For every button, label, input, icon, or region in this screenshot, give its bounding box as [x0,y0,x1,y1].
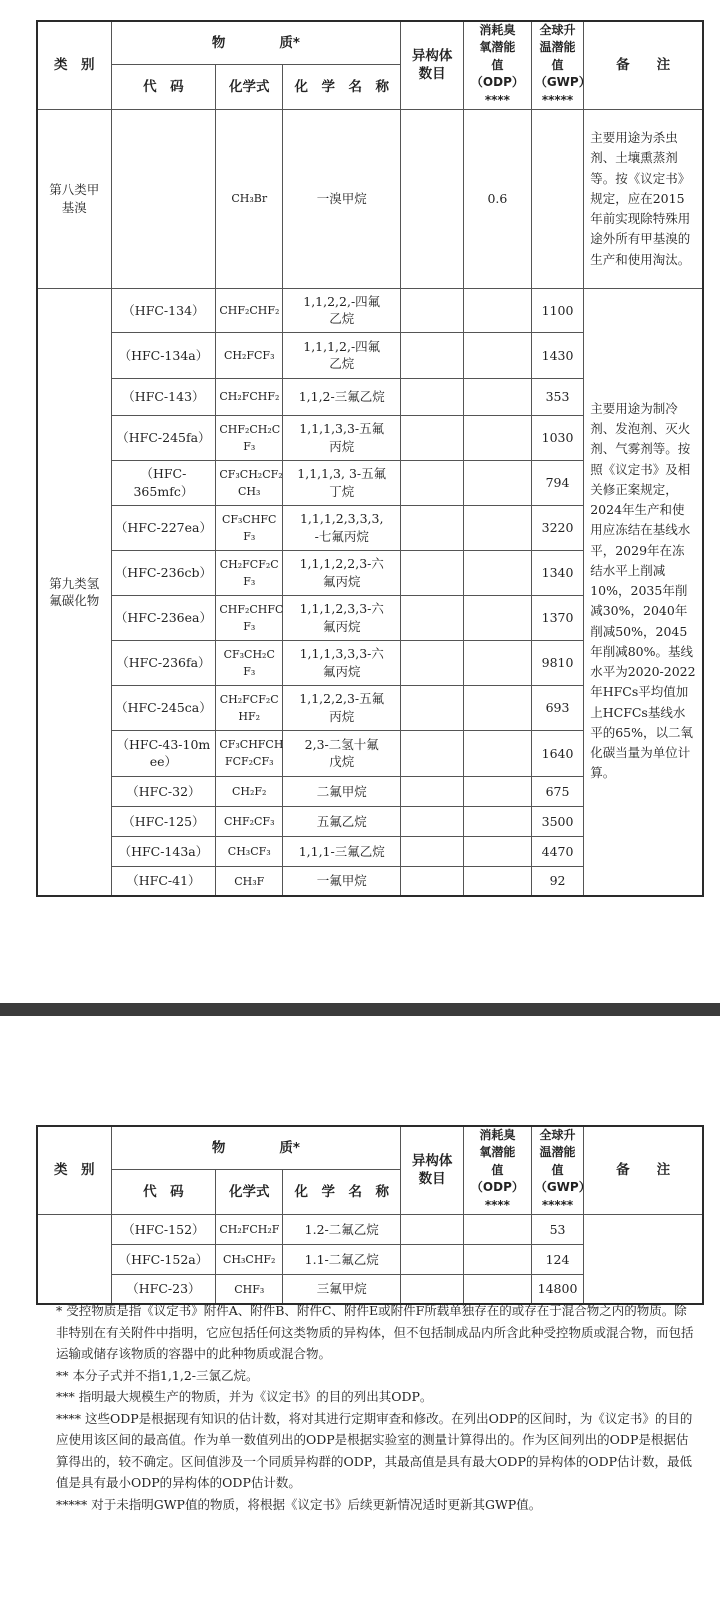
header-odp: 消耗臭 氧潜能 值（ODP） **** [464,21,532,109]
row-odp [464,806,532,836]
row-chem-name: 1,1,2,2,-四氟 乙烷 [283,288,401,332]
header-gwp: 全球升 温潜能 值（GWP） ***** [531,21,583,109]
row-chem-name: 五氟乙烷 [283,806,401,836]
group8-gwp [531,109,583,288]
header-substance: 物 质* [111,21,401,65]
row-formula: CH₃F [216,866,283,896]
row-formula: CF₃CHFC F₃ [216,505,283,550]
row-odp [464,505,532,550]
row-odp [464,1244,532,1274]
row-chem-name: 1,1,1,2,-四氟 乙烷 [283,332,401,378]
row-code: （HFC-227ea） [111,505,216,550]
row-formula: CH₂F₂ [216,776,283,806]
row-gwp: 53 [531,1214,583,1244]
row-formula: CH₂FCF₂C HF₂ [216,685,283,730]
row-code: （HFC-125） [111,806,216,836]
row-code: （HFC-152a） [111,1244,216,1274]
header-category: 类 别 [37,21,111,109]
row-code: （HFC-236cb） [111,550,216,595]
header-chem-name: 化 学 名 称 [283,65,401,110]
row-formula: CH₂FCH₂F [216,1214,283,1244]
row-chem-name: 1,1,1,2,3,3,3, -七氟丙烷 [283,505,401,550]
row-formula: CHF₂CF₃ [216,806,283,836]
row-formula: CF₃CH₂C F₃ [216,640,283,685]
header-remarks: 备 注 [584,21,703,109]
row-formula: CH₃CHF₂ [216,1244,283,1274]
row-isomers [401,730,464,776]
footnote-5: ***** 对于未指明GWP值的物质，将根据《议定书》后续更新情况适时更新其GWP值。 [56,1496,542,1512]
header-formula: 化学式 [216,65,283,110]
row-code: （HFC-236fa） [111,640,216,685]
substance-table-page1 [36,20,704,897]
group8-code [111,109,216,288]
row-odp [464,685,532,730]
header-gwp: 全球升 温潜能 值（GWP） ***** [531,1126,583,1214]
row-isomers [401,1214,464,1244]
row-gwp: 3220 [531,505,583,550]
row-odp [464,415,532,460]
header-isomers: 异构体 数目 [401,21,464,109]
header-substance: 物 质* [111,1126,401,1170]
row-odp [464,640,532,685]
row-formula: CHF₂CH₂C F₃ [216,415,283,460]
row-isomers [401,460,464,505]
row-isomers [401,378,464,415]
table-row-group8 [37,109,703,288]
header-odp: 消耗臭 氧潜能 值（ODP） **** [464,1126,532,1214]
row-chem-name: 1,1,1,3, 3-五氟 丁烷 [283,460,401,505]
row-code: （HFC-143a） [111,836,216,866]
row-formula: CH₂FCF₃ [216,332,283,378]
row-code: （HFC-143） [111,378,216,415]
page2-category [37,1214,111,1304]
row-odp [464,595,532,640]
row-gwp: 1430 [531,332,583,378]
row-code: （HFC-152） [111,1214,216,1244]
row-gwp: 124 [531,1244,583,1274]
row-formula: CF₃CHFCH FCF₂CF₃ [216,730,283,776]
header-isomers: 异构体 数目 [401,1126,464,1214]
row-odp [464,836,532,866]
row-isomers [401,776,464,806]
row-chem-name: 一氟甲烷 [283,866,401,896]
row-chem-name: 二氟甲烷 [283,776,401,806]
group8-odp: 0.6 [464,109,532,288]
row-chem-name: 三氟甲烷 [283,1274,401,1304]
row-chem-name: 1,1,1-三氟乙烷 [283,836,401,866]
header-code: 代 码 [111,1170,216,1215]
row-chem-name: 1.2-二氟乙烷 [283,1214,401,1244]
row-gwp: 14800 [531,1274,583,1304]
row-chem-name: 1,1,1,2,3,3-六 氟丙烷 [283,595,401,640]
row-isomers [401,288,464,332]
group8-category: 第八类甲 基溴 [37,109,111,288]
row-chem-name: 1,1,1,2,2,3-六 氟丙烷 [283,550,401,595]
row-code: （HFC-236ea） [111,595,216,640]
row-odp [464,332,532,378]
row-isomers [401,550,464,595]
footnote-3: *** 指明最大规模生产的物质，并为《议定书》的目的列出其ODP。 [56,1389,433,1404]
row-code: （HFC-134） [111,288,216,332]
row-gwp: 1340 [531,550,583,595]
row-isomers [401,640,464,685]
row-gwp: 1640 [531,730,583,776]
row-code: （HFC-43-10m ee） [111,730,216,776]
row-odp [464,378,532,415]
row-odp [464,866,532,896]
row-chem-name: 1,1,2,2,3-五氟 丙烷 [283,685,401,730]
row-isomers [401,505,464,550]
row-formula: CHF₃ [216,1274,283,1304]
row-odp [464,288,532,332]
row-code: （HFC-32） [111,776,216,806]
row-formula: CHF₂CHF₂ [216,288,283,332]
header-code: 代 码 [111,65,216,110]
row-isomers [401,806,464,836]
row-chem-name: 1,1,2-三氟乙烷 [283,378,401,415]
table-row [37,288,703,332]
footnote-1: * 受控物质是指《议定书》附件A、附件B、附件C、附件E或附件F所载单独存在的或存在于混合物之内的物质。除非特别在有关附件中指明，它应包括任何这类物质的异构体，但不包括制成品内所含此种受控物质或混合物，而包括运输或储存该物质的容器中的此种物质或混合物。 [56,1303,694,1361]
group8-remark: 主要用途为杀虫剂、土壤熏蒸剂等。按《议定书》规定，应在2015年前实现除特殊用途外所有甲基溴的生产和使用淘汰。 [584,109,703,288]
row-odp [464,730,532,776]
row-isomers [401,415,464,460]
substance-table-page2 [36,1125,704,1305]
row-isomers [401,685,464,730]
group8-isomers [401,109,464,288]
group8-formula: CH₃Br [216,109,283,288]
page-divider [0,1003,720,1016]
row-code: （HFC-41） [111,866,216,896]
row-chem-name: 1,1,1,3,3-五氟 丙烷 [283,415,401,460]
row-isomers [401,332,464,378]
row-chem-name: 2,3-二氢十氟 戊烷 [283,730,401,776]
row-code: （HFC-245ca） [111,685,216,730]
row-gwp: 794 [531,460,583,505]
row-gwp: 3500 [531,806,583,836]
row-code: （HFC-245fa） [111,415,216,460]
group8-chem-name: 一溴甲烷 [283,109,401,288]
row-formula: CH₂FCF₂C F₃ [216,550,283,595]
row-code: （HFC-23） [111,1274,216,1304]
row-gwp: 693 [531,685,583,730]
group9-remark: 主要用途为制冷剂、发泡剂、灭火剂、气雾剂等。按照《议定书》及相关修正案规定，2024年生产和使用应冻结在基线水平，2029年在冻结水平上削减10%，2035年削减30%，2040年削减50%，2045年削减80%。基线水平为2020-2022年HFCs平均值加上HCFCs基线水平的65%，以二氧化碳当量为单位计算。 [584,288,703,896]
footnote-4: **** 这些ODP是根据现有知识的估计数，将对其进行定期审查和修改。在列出ODP的区间时，为《议定书》的目的应使用该区间的最高值。作为单一数值列出的ODP是根据实验室的测量计算得出的。作为区间列出的ODP是根据估算得出的，较不确定。区间值涉及一个同质异构群的ODP，其最高值是具有最大ODP的异构体的ODP估计数，最低值是具有最小ODP的异构体的ODP估计数。 [56,1410,693,1490]
row-gwp: 9810 [531,640,583,685]
row-odp [464,550,532,595]
row-gwp: 4470 [531,836,583,866]
row-gwp: 1030 [531,415,583,460]
row-gwp: 353 [531,378,583,415]
header-remarks: 备 注 [584,1126,703,1214]
row-isomers [401,836,464,866]
row-isomers [401,866,464,896]
footnotes [56,1300,694,1515]
row-gwp: 92 [531,866,583,896]
row-chem-name: 1,1,1,3,3,3-六 氟丙烷 [283,640,401,685]
row-formula: CH₃CF₃ [216,836,283,866]
row-isomers [401,595,464,640]
row-formula: CF₃CH₂CF₂ CH₃ [216,460,283,505]
row-odp [464,460,532,505]
row-odp [464,1214,532,1244]
row-gwp: 1100 [531,288,583,332]
header-chem-name: 化 学 名 称 [283,1170,401,1215]
row-formula: CH₂FCHF₂ [216,378,283,415]
table-row [37,1214,703,1244]
row-code: （HFC-365mfc） [111,460,216,505]
row-odp [464,776,532,806]
row-formula: CHF₂CHFC F₃ [216,595,283,640]
header-formula: 化学式 [216,1170,283,1215]
row-isomers [401,1244,464,1274]
row-chem-name: 1.1-二氟乙烷 [283,1244,401,1274]
header-category: 类 别 [37,1126,111,1214]
row-gwp: 1370 [531,595,583,640]
footnote-2: ** 本分子式并不指1,1,2-三氯乙烷。 [56,1367,259,1383]
row-code: （HFC-134a） [111,332,216,378]
page2-remark [584,1214,703,1304]
group9-category: 第九类氢 氟碳化物 [37,288,111,896]
row-gwp: 675 [531,776,583,806]
